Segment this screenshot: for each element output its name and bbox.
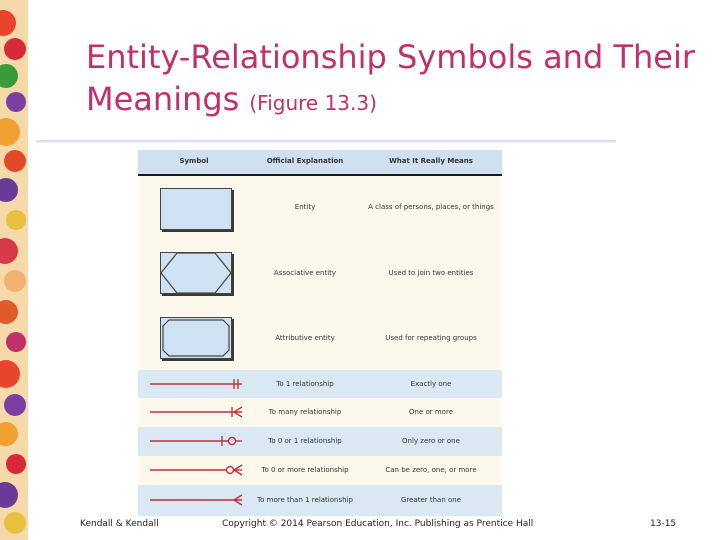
meaning: Exactly one bbox=[410, 380, 452, 388]
header-what-it-really-means: What It Really Means bbox=[389, 157, 473, 165]
decor-circle bbox=[0, 422, 18, 446]
title-line-1: Entity-Relationship Symbols and Their bbox=[86, 38, 695, 76]
header-official-explanation: Official Explanation bbox=[266, 157, 344, 165]
header-symbol: Symbol bbox=[179, 157, 209, 165]
decor-circle bbox=[6, 454, 26, 474]
decor-circle bbox=[0, 64, 18, 88]
table-row bbox=[138, 240, 502, 306]
decor-circle bbox=[0, 300, 18, 324]
meaning: Used for repeating groups bbox=[385, 334, 477, 342]
zero-or-many-relationship-line-icon bbox=[138, 456, 250, 485]
one-relationship-line-icon bbox=[138, 370, 250, 398]
official-explanation: To 0 or more relationship bbox=[261, 466, 349, 474]
meaning: Only zero or one bbox=[402, 437, 460, 445]
table-row bbox=[138, 456, 502, 485]
decor-circle bbox=[6, 210, 26, 230]
table-row bbox=[138, 176, 502, 240]
footer-slide-number: 13-15 bbox=[650, 519, 677, 529]
decorative-side-strip bbox=[0, 0, 28, 540]
decor-circle bbox=[4, 512, 26, 534]
official-explanation: Entity bbox=[294, 203, 316, 211]
decor-circle bbox=[4, 38, 26, 60]
meaning: One or more bbox=[409, 408, 453, 416]
table-row bbox=[138, 370, 502, 398]
more-than-one-relationship-line-icon bbox=[138, 485, 250, 516]
decor-circle bbox=[0, 238, 18, 264]
decor-circle bbox=[6, 92, 26, 112]
decor-circle bbox=[0, 118, 20, 146]
meaning: Used to join two entities bbox=[388, 269, 474, 277]
decor-circle bbox=[0, 482, 18, 508]
decor-circle bbox=[0, 360, 20, 388]
official-explanation: Associative entity bbox=[273, 269, 337, 277]
official-explanation: To 1 relationship bbox=[276, 380, 334, 388]
table-row bbox=[138, 485, 502, 516]
entity-symbol bbox=[160, 188, 232, 230]
table-row bbox=[138, 306, 502, 370]
title-line-2-text: Meanings bbox=[86, 80, 240, 118]
title-divider bbox=[36, 140, 616, 143]
official-explanation: To 0 or 1 relationship bbox=[268, 437, 342, 445]
er-symbols-figure bbox=[138, 150, 502, 516]
zero-or-one-relationship-line-icon bbox=[138, 427, 250, 456]
decor-circle bbox=[0, 10, 16, 36]
official-explanation: Attributive entity bbox=[275, 334, 335, 342]
title-line-2 bbox=[86, 78, 706, 124]
official-explanation: To more than 1 relationship bbox=[257, 496, 353, 504]
slide-title bbox=[86, 36, 706, 124]
meaning: Greater than one bbox=[400, 496, 462, 504]
associative-entity-symbol bbox=[160, 252, 232, 294]
decor-circle bbox=[4, 270, 26, 292]
many-relationship-line-icon bbox=[138, 398, 250, 427]
footer-copyright: Copyright © 2014 Pearson Education, Inc. Publishing as Prentice Hall bbox=[222, 519, 534, 529]
diamond-shape bbox=[161, 253, 231, 293]
decor-circle bbox=[6, 332, 26, 352]
meaning: Can be zero, one, or more bbox=[385, 466, 477, 474]
decor-circle bbox=[0, 178, 18, 202]
attributive-entity-symbol bbox=[160, 317, 232, 359]
table-row bbox=[138, 427, 502, 456]
table-header bbox=[138, 150, 502, 176]
footer-authors: Kendall & Kendall bbox=[80, 519, 159, 529]
title-figure-ref: (Figure 13.3) bbox=[249, 91, 377, 115]
decor-circle bbox=[4, 394, 26, 416]
official-explanation: To many relationship bbox=[268, 408, 342, 416]
octagon-shape bbox=[161, 318, 231, 358]
meaning: A class of persons, places, or things bbox=[368, 203, 494, 211]
table-row bbox=[138, 398, 502, 427]
decor-circle bbox=[4, 150, 26, 172]
